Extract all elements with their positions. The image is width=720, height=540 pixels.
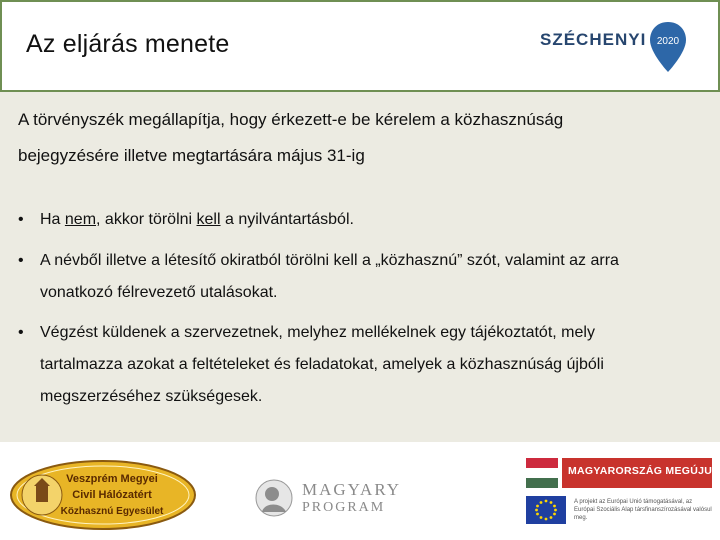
hungary-flag-icon — [526, 458, 558, 488]
intro-line-1: A törvényszék megállapítja, hogy érkezett-e be kérelem a közhasznúság — [18, 110, 564, 129]
bullet-item — [18, 204, 708, 236]
bullet-text: , akkor törölni — [96, 211, 197, 228]
slide-title: Az eljárás menete — [26, 30, 230, 58]
szechenyi-2020-logo — [540, 20, 690, 74]
map-pin-icon — [648, 20, 688, 74]
magyary-line-1: MAGYARY — [302, 480, 402, 499]
underlined-word: kell — [196, 211, 221, 228]
footer-logos — [0, 442, 720, 540]
megujul-banner-text: MAGYARORSZÁG MEGÚJUL — [568, 465, 719, 477]
intro-paragraph — [18, 102, 708, 174]
veszprem-line-3: Közhasznú Egyesület — [60, 506, 164, 517]
veszprem-line-2: Civil Hálózatért — [72, 489, 152, 501]
slide-header — [0, 0, 720, 90]
bullet-marker: • — [18, 211, 24, 228]
bullet-text: Ha — [40, 211, 65, 228]
profile-portrait-icon — [254, 478, 294, 518]
bullet-line: vonatkozó félrevezető utalásokat. — [40, 284, 278, 301]
magyary-program-logo — [254, 476, 402, 520]
veszprem-civil-logo — [8, 458, 198, 532]
szechenyi-logo-year: 2020 — [656, 36, 680, 47]
veszprem-line-1: Veszprém Megyei — [66, 473, 158, 485]
bullet-marker: • — [18, 252, 24, 269]
bullet-list — [18, 204, 708, 413]
bullet-text: a nyilvántartásból. — [220, 211, 354, 228]
bullet-item — [18, 245, 708, 309]
eu-funding-note: A projekt az Európai Unió támogatásával, az Európai Szociális Alap társfinanszírozásával valósul meg. — [574, 499, 712, 521]
bullet-item — [18, 317, 708, 413]
bullet-line: tartalmazza azokat a feltételeket és feladatokat, amelyek a közhasznúság újbóli — [40, 356, 604, 373]
bullet-line: Végzést küldenek a szervezetnek, melyhez mellékelnek egy tájékoztatót, mely — [40, 324, 595, 341]
magyary-line-2: PROGRAM — [302, 500, 386, 515]
intro-line-2: bejegyzésére illetve megtartására május 31-ig — [18, 146, 365, 165]
eu-flag-icon — [526, 496, 566, 524]
megujul-banner — [562, 458, 719, 488]
szechenyi-logo-text: SZÉCHENYI — [540, 30, 647, 49]
bullet-line: A névből illetve a létesítő okiratból törölni kell a „közhasznú” szót, valamint az arra — [40, 252, 619, 269]
underlined-word: nem — [64, 211, 97, 228]
bullet-line: megszerzéséhez szükségesek. — [40, 388, 263, 405]
content-area — [0, 92, 720, 442]
magyarorszag-megujul-logo — [526, 458, 719, 540]
bullet-marker: • — [18, 324, 24, 341]
